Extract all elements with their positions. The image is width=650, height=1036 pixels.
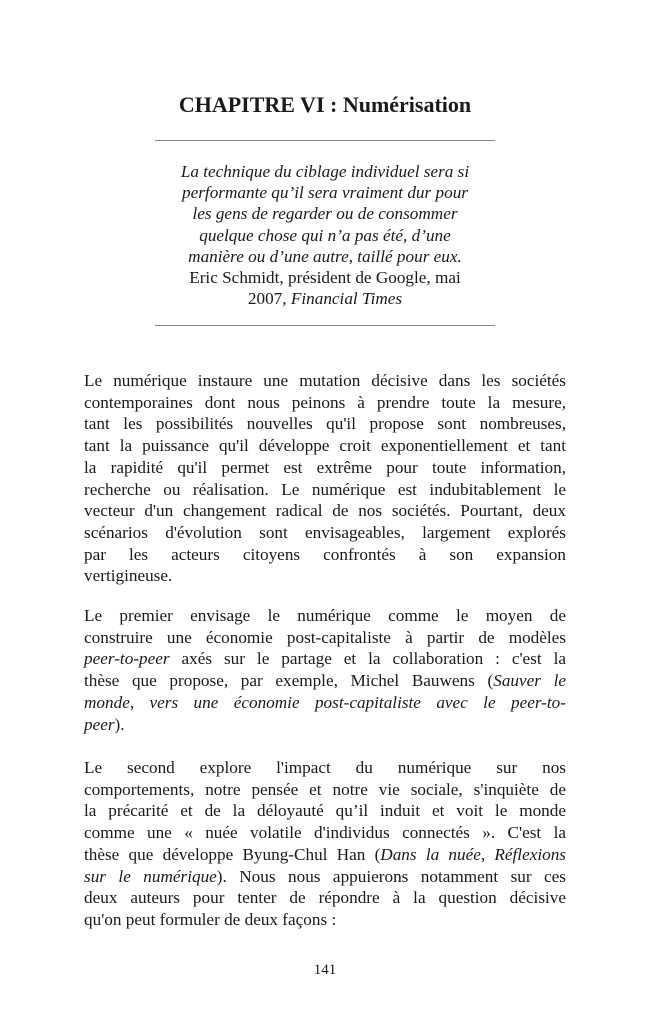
- text-run: ). Nous nous appuierons notamment sur ces: [216, 866, 566, 886]
- text-line: [155, 161, 495, 182]
- italic-text: performante qu’il sera vraiment dur pour: [182, 183, 468, 203]
- paragraph-2: [84, 605, 566, 735]
- text-line: [155, 246, 495, 267]
- text-line: [84, 757, 566, 779]
- italic-text: , Financial Times: [282, 289, 403, 309]
- text-run: par les acteurs citoyens confrontés à son expansion: [84, 544, 566, 564]
- text-run: comportements, notre pensée et notre vie sociale, s'inquiète de: [84, 779, 566, 799]
- text-line: [84, 479, 566, 501]
- italic-text: peer-to-peer: [84, 649, 170, 669]
- text-line: [155, 288, 495, 309]
- text-line: [84, 714, 566, 736]
- text-run: thèse que propose, par exemple, Michel Bauwens (: [84, 671, 494, 691]
- text-run: deux auteurs pour tenter de répondre à la question décisive: [84, 888, 566, 908]
- divider-bottom: [155, 325, 495, 326]
- text-run: contemporaines dont nous peinons à prendre toute la mesure,: [84, 392, 566, 412]
- text-line: [84, 866, 566, 888]
- text-run: Le second explore l'impact du numérique sur nos: [84, 758, 566, 777]
- text-line: [84, 670, 566, 692]
- text-line: [84, 887, 566, 909]
- text-run: vertigineuse.: [84, 566, 173, 586]
- chapter-title: CHAPITRE VI : Numérisation: [178, 92, 472, 117]
- text-run: la précarité et de la déloyauté qu’il induit et voit le monde: [84, 801, 566, 821]
- text-line: [84, 779, 566, 801]
- text-line: [84, 800, 566, 822]
- text-run: Eric Schmidt, président de Google, mai: [189, 268, 461, 288]
- italic-text: quelque chose qui n’a pas été, d’une: [199, 225, 451, 245]
- text-run: vecteur d'un changement radical de nos sociétés. Pourtant, deux: [84, 501, 566, 521]
- text-line: [84, 500, 566, 522]
- italic-text: Sauver le: [493, 671, 566, 691]
- italic-text: les gens de regarder ou de consommer: [192, 204, 458, 224]
- text-line: [84, 457, 566, 479]
- text-run: construire une économie post-capitaliste à partir de modèles: [84, 627, 566, 647]
- epigraph: [155, 161, 495, 309]
- text-line: [84, 565, 566, 587]
- text-run: tant la puissance qu'il développe croit exponentiellement et tant: [84, 436, 566, 456]
- text-run: la rapidité qu'il permet est extrême pour toute information,: [84, 457, 566, 477]
- page-number: 141: [313, 962, 337, 978]
- italic-text: monde, vers une économie post-capitaliste avec le peer-to-: [84, 692, 566, 712]
- text-line: [155, 182, 495, 203]
- text-run: Le premier envisage le numérique comme le moyen de: [84, 606, 566, 625]
- italic-text: Dans la nuée, Réflexions: [380, 844, 566, 864]
- paragraph-1: [84, 370, 566, 587]
- text-line: [155, 225, 495, 246]
- text-line: [84, 370, 566, 392]
- text-line: [84, 844, 566, 866]
- text-run: qu'on peut formuler de deux façons :: [84, 909, 337, 929]
- italic-text: manière ou d’une autre, taillé pour eux.: [188, 246, 462, 266]
- text-line: [84, 909, 566, 931]
- text-run: tant les possibilités nouvelles qu'il propose sont nombreuses,: [84, 414, 566, 434]
- text-run: comme une « nuée volatile d'individus connectés ». C'est la: [84, 823, 566, 843]
- text-line: [84, 544, 566, 566]
- text-line: [155, 267, 495, 288]
- italic-text: La technique du ciblage individuel sera si: [180, 162, 470, 181]
- text-line: [155, 203, 495, 224]
- text-line: [84, 522, 566, 544]
- text-run: 2007: [247, 289, 283, 309]
- text-run: recherche ou réalisation. Le numérique est indubitablement le: [84, 479, 566, 499]
- text-run: axés sur le partage et la collaboration : c'est la: [169, 649, 566, 669]
- text-line: [84, 413, 566, 435]
- text-run: scénarios d'évolution sont envisageables, largement explorés: [84, 522, 566, 542]
- italic-text: sur le numérique: [84, 866, 217, 886]
- divider-top: [155, 140, 495, 141]
- text-run: ).: [114, 714, 125, 734]
- text-run: Le numérique instaure une mutation décisive dans les sociétés: [84, 371, 566, 390]
- text-run: thèse que développe Byung-Chul Han (: [84, 844, 381, 864]
- text-line: [84, 392, 566, 414]
- italic-text: peer: [84, 714, 115, 734]
- text-line: [84, 605, 566, 627]
- text-line: [84, 648, 566, 670]
- text-line: [84, 627, 566, 649]
- text-line: [84, 435, 566, 457]
- text-line: [84, 692, 566, 714]
- text-line: [84, 822, 566, 844]
- paragraph-3: [84, 757, 566, 931]
